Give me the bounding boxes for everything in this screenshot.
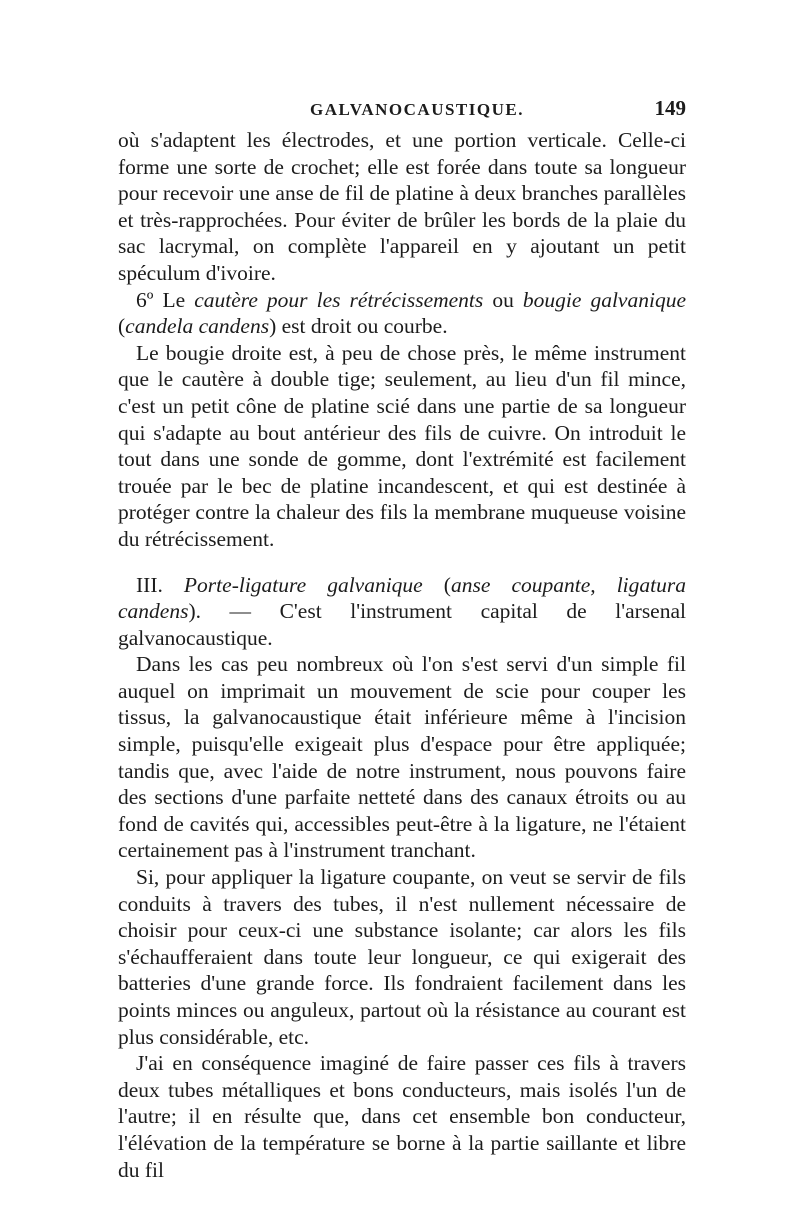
paragraph-continuation: où s'adaptent les électrodes, et une portion verticale. Celle-ci forme une sorte de crochet; elle est forée dans toute sa longueur pour recevoir une anse de fil de platine à deux branches parallèles et très-rapprochées. Pour éviter de brûler les bords de la plaie du sac lacrymal, on complète l'appareil en y ajoutant un petit spéculum d'ivoire. [118,128,686,285]
paragraph-bougie: Le bougie droite est, à peu de chose près, le même instrument que le cautère à double tige; seulement, au lieu d'un fil mince, c'est un petit cône de platine scié dans une partie de sa longueur qui s'adapte au bout antérieur des fils de cuivre. On introduit le tout dans une sonde de gomme, dont l'extrémité est facilement trouée par le bec de platine incandescent, et qui est destinée à protéger contre la chaleur des fils la membrane muqueuse voisine du rétrécissement. [118,340,686,551]
paragraph-ligature-coupante: Si, pour appliquer la ligature coupante, on veut se servir de fils conduits à travers des tubes, il n'est nullement nécessaire de choisir pour ceux-ci une substance isolante; car alors les fils s'échaufferaient dans toute leur longueur, ce qui exigerait des batteries d'une grande force. Ils fondraient facilement dans les points minces ou anguleux, partout où la résistance au courant est plus considérable, etc. [118,865,686,1049]
body-text [118,127,686,1183]
section-heading-porte-ligature: III. Porte-ligature galvanique (anse coupante, ligatura candens). — C'est l'instrument capital de l'arsenal galvanocaustique. [118,572,686,650]
page-header [118,96,686,124]
running-title: GALVANOCAUSTIQUE. [310,100,524,119]
paragraph-cas-peu-nombreux: Dans les cas peu nombreux où l'on s'est servi d'un simple fil auquel on imprimait un mouvement de scie pour couper les tissus, la galvanocaustique était inférieure même à l'incision simple, puisqu'elle exigeait plus d'espace pour être appliquée; tandis que, avec l'aide de notre instrument, nous pouvons faire des sections d'une parfaite netteté dans des canaux étroits ou au fond de cavités qui, accessibles peut-être à la ligature, ne l'étaient certainement pas à l'instrument tranchant. [118,652,686,863]
page-number: 149 [654,96,686,120]
paragraph-tubes-metalliques: J'ai en conséquence imaginé de faire passer ces fils à travers deux tubes métalliques et bons conducteurs, mais isolés l'un de l'autre; il en résulte que, dans cet ensemble bon conducteur, l'élévation de la température se borne à la partie saillante et libre du fil [118,1051,686,1182]
paragraph-cautere: 6º Le cautère pour les rétrécissements ou bougie galvanique (candela candens) est droit ou courbe. [118,287,686,339]
